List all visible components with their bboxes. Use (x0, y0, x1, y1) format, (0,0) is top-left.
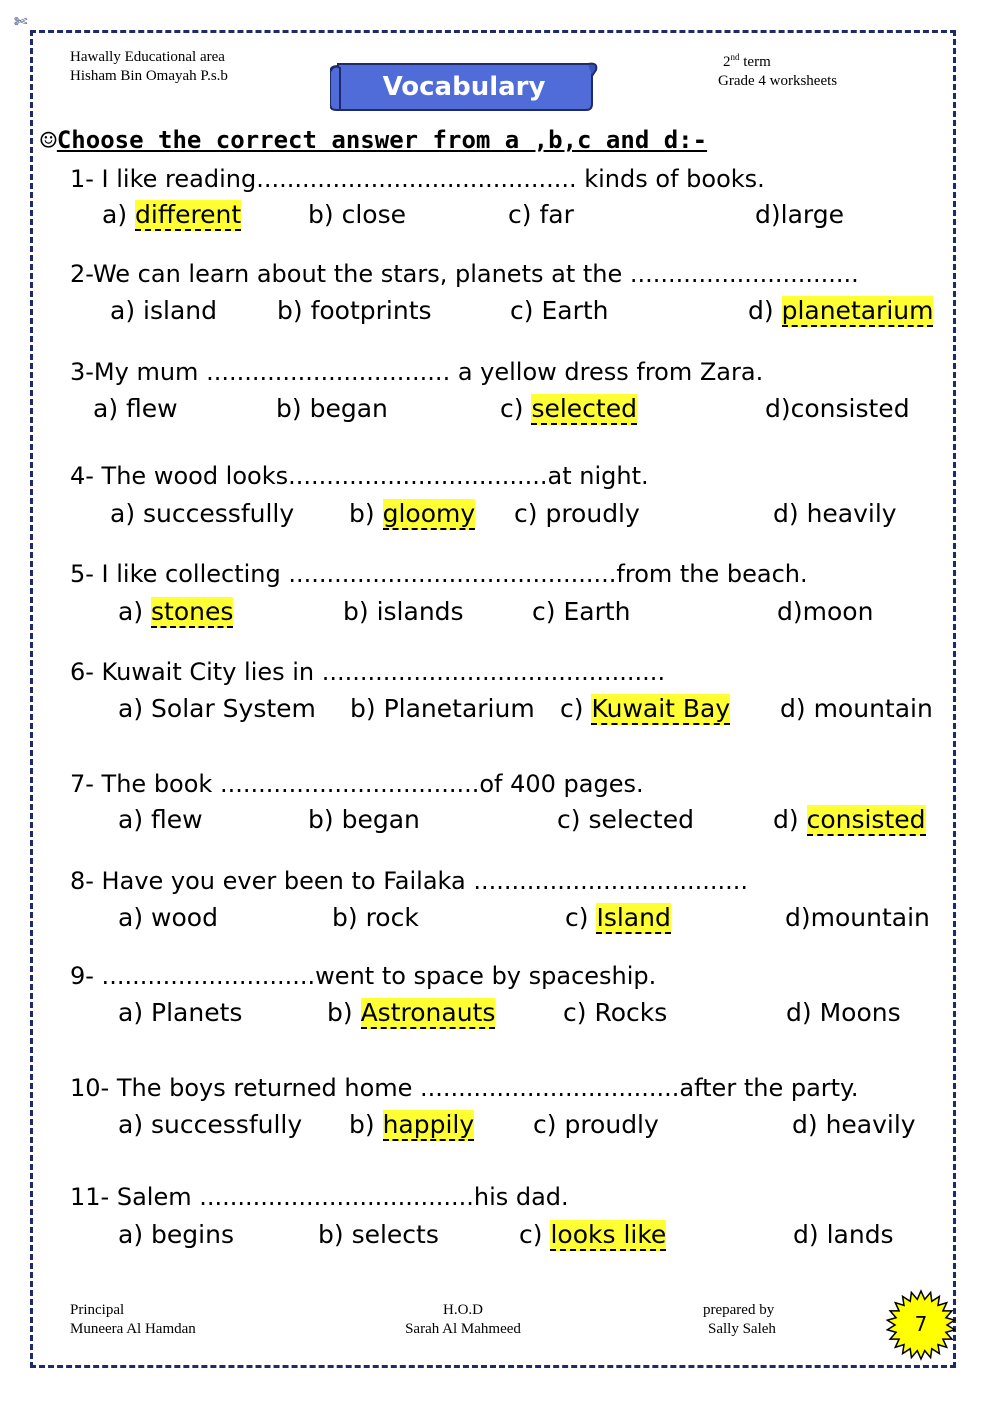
option-text: Earth (541, 296, 609, 325)
option-a[interactable] (118, 998, 242, 1027)
option-a[interactable] (118, 1220, 234, 1249)
correct-answer: Island (596, 903, 671, 932)
question-text: 1- I like reading.......................................... kinds of books. (70, 165, 765, 193)
option-letter: d) (755, 200, 781, 229)
option-letter: b) (349, 1110, 375, 1139)
option-b[interactable] (349, 1110, 474, 1139)
correct-answer: stones (151, 597, 234, 626)
question-text: 5- I like collecting ...........................................from the beach. (70, 560, 808, 588)
correct-answer: selected (531, 394, 637, 423)
option-letter: d) (748, 296, 774, 325)
option-letter: d) (765, 394, 791, 423)
question-text: 6- Kuwait City lies in ............................................. (70, 658, 666, 686)
option-text: successfully (151, 1110, 303, 1139)
option-letter: b) (277, 296, 303, 325)
option-b[interactable] (308, 805, 420, 834)
option-b[interactable] (277, 296, 432, 325)
option-c[interactable] (519, 1220, 666, 1249)
option-b[interactable] (350, 694, 535, 723)
option-letter: b) (318, 1220, 344, 1249)
option-text: Earth (563, 597, 631, 626)
option-a[interactable] (118, 597, 233, 626)
scissors-icon: ✄ (14, 12, 28, 31)
option-c[interactable] (508, 200, 574, 229)
term-suffix: nd (730, 52, 740, 62)
option-text: selected (588, 805, 694, 834)
option-letter: d) (793, 1220, 819, 1249)
option-text: mountain (810, 903, 930, 932)
term-word: term (743, 54, 771, 70)
school-name: Hisham Bin Omayah P.s.b (70, 68, 228, 84)
question-text: 3-My mum ................................ a yellow dress from Zara. (70, 358, 764, 386)
option-letter: c) (563, 998, 587, 1027)
option-d[interactable] (777, 597, 873, 626)
footer-hod (398, 1301, 528, 1339)
option-letter: d) (773, 805, 799, 834)
option-letter: c) (510, 296, 534, 325)
correct-answer: planetarium (781, 296, 934, 325)
option-text: mountain (813, 694, 933, 723)
correct-answer: Astronauts (360, 998, 496, 1027)
question-text: 4- The wood looks..................................at night. (70, 462, 649, 490)
prepared-name: Sally Saleh (708, 1321, 776, 1337)
option-c[interactable] (533, 1110, 659, 1139)
principal-title: Principal (70, 1302, 125, 1318)
footer-principal (70, 1301, 196, 1339)
option-d[interactable] (755, 200, 844, 229)
option-letter: d) (780, 694, 806, 723)
hod-title: H.O.D (443, 1302, 483, 1318)
option-letter: b) (276, 394, 302, 423)
option-text: footprints (310, 296, 432, 325)
option-c[interactable] (565, 903, 671, 932)
option-a[interactable] (110, 296, 217, 325)
option-text: heavily (825, 1110, 916, 1139)
prepared-title: prepared by (703, 1302, 775, 1318)
option-text: large (780, 200, 844, 229)
option-a[interactable] (118, 1110, 302, 1139)
correct-answer: looks like (550, 1220, 667, 1249)
banner-title: Vocabulary (382, 72, 546, 102)
option-letter: b) (343, 597, 369, 626)
option-letter: c) (500, 394, 524, 423)
option-c[interactable] (500, 394, 637, 423)
option-d[interactable] (793, 1220, 894, 1249)
option-c[interactable] (560, 694, 730, 723)
question-text: 10- The boys returned home ..................................after the party. (70, 1074, 859, 1102)
option-b[interactable] (343, 597, 464, 626)
option-c[interactable] (510, 296, 609, 325)
option-letter: c) (519, 1220, 543, 1249)
option-letter: a) (118, 694, 144, 723)
question-text: 7- The book ..................................of 400 pages. (70, 770, 644, 798)
option-letter: a) (118, 1110, 144, 1139)
option-a[interactable] (110, 499, 294, 528)
option-d[interactable] (780, 694, 933, 723)
question-text: 2-We can learn about the stars, planets at the .............................. (70, 260, 859, 288)
header-right (718, 48, 837, 91)
smiley-icon: ☺ (40, 124, 57, 157)
option-text: began (309, 394, 388, 423)
option-text: lands (826, 1220, 894, 1249)
question-text: 9- ............................went to space by spaceship. (70, 962, 657, 990)
option-letter: d) (777, 597, 803, 626)
option-letter: d) (773, 499, 799, 528)
correct-answer: different (135, 200, 242, 229)
option-a[interactable] (102, 200, 241, 229)
option-text: proudly (545, 499, 640, 528)
page-number: 7 (914, 1312, 928, 1336)
question-text: 11- Salem ....................................his dad. (70, 1183, 569, 1211)
option-a[interactable] (93, 394, 178, 423)
option-b[interactable] (276, 394, 388, 423)
option-text: Planetarium (383, 694, 535, 723)
option-letter: a) (110, 499, 136, 528)
option-b[interactable] (327, 998, 495, 1027)
option-text: consisted (790, 394, 910, 423)
option-c[interactable] (532, 597, 631, 626)
option-letter: a) (110, 296, 136, 325)
option-letter: b) (308, 200, 334, 229)
option-c[interactable] (563, 998, 667, 1027)
correct-answer: Kuwait Bay (591, 694, 731, 723)
option-letter: c) (532, 597, 556, 626)
option-letter: d) (785, 903, 811, 932)
option-c[interactable] (514, 499, 640, 528)
option-b[interactable] (308, 200, 406, 229)
option-letter: b) (327, 998, 353, 1027)
option-text: flew (151, 805, 203, 834)
option-d[interactable] (786, 998, 901, 1027)
option-letter: a) (118, 805, 144, 834)
option-d[interactable] (773, 805, 926, 834)
option-a[interactable] (118, 694, 316, 723)
option-a[interactable] (118, 903, 218, 932)
option-letter: b) (308, 805, 334, 834)
option-text: close (341, 200, 406, 229)
option-letter: a) (93, 394, 119, 423)
header-left (70, 48, 228, 86)
option-letter: a) (102, 200, 128, 229)
option-b[interactable] (349, 499, 475, 528)
option-b[interactable] (332, 903, 419, 932)
option-text: Rocks (594, 998, 668, 1027)
option-letter: b) (350, 694, 376, 723)
option-text: far (539, 200, 574, 229)
principal-name: Muneera Al Hamdan (70, 1321, 196, 1337)
option-text: rock (365, 903, 419, 932)
option-text: Planets (151, 998, 243, 1027)
option-c[interactable] (557, 805, 694, 834)
option-d[interactable] (748, 296, 933, 325)
area-name: Hawally Educational area (70, 49, 225, 65)
option-b[interactable] (318, 1220, 439, 1249)
instruction-text: Choose the correct answer from a ,b,c and d:- (56, 126, 708, 154)
option-text: Solar System (151, 694, 316, 723)
option-a[interactable] (118, 805, 203, 834)
option-letter: d) (792, 1110, 818, 1139)
term-number: 2 (723, 54, 731, 70)
option-letter: c) (508, 200, 532, 229)
option-text: proudly (564, 1110, 659, 1139)
option-text: moon (802, 597, 874, 626)
option-d[interactable] (785, 903, 930, 932)
option-letter: c) (565, 903, 589, 932)
option-letter: a) (118, 1220, 144, 1249)
hod-name: Sarah Al Mahmeed (405, 1321, 521, 1337)
option-d[interactable] (792, 1110, 916, 1139)
option-text: heavily (806, 499, 897, 528)
option-letter: b) (349, 499, 375, 528)
option-letter: c) (514, 499, 538, 528)
option-text: island (143, 296, 217, 325)
instruction-line (40, 124, 707, 157)
correct-answer: consisted (806, 805, 926, 834)
option-d[interactable] (773, 499, 897, 528)
option-d[interactable] (765, 394, 910, 423)
option-letter: d) (786, 998, 812, 1027)
grade-label: Grade 4 worksheets (718, 73, 838, 89)
question-text: 8- Have you ever been to Failaka .................................... (70, 867, 748, 895)
option-text: wood (151, 903, 218, 932)
option-letter: c) (560, 694, 584, 723)
correct-answer: happily (382, 1110, 475, 1139)
option-letter: c) (557, 805, 581, 834)
option-text: began (341, 805, 420, 834)
option-text: islands (376, 597, 464, 626)
option-letter: b) (332, 903, 358, 932)
option-text: Moons (819, 998, 901, 1027)
correct-answer: gloomy (382, 499, 476, 528)
option-letter: a) (118, 903, 144, 932)
option-letter: c) (533, 1110, 557, 1139)
option-text: flew (126, 394, 178, 423)
option-letter: a) (118, 998, 144, 1027)
option-letter: a) (118, 597, 144, 626)
option-text: begins (151, 1220, 234, 1249)
footer-prepared (703, 1301, 776, 1339)
option-text: selects (351, 1220, 439, 1249)
option-text: successfully (143, 499, 295, 528)
